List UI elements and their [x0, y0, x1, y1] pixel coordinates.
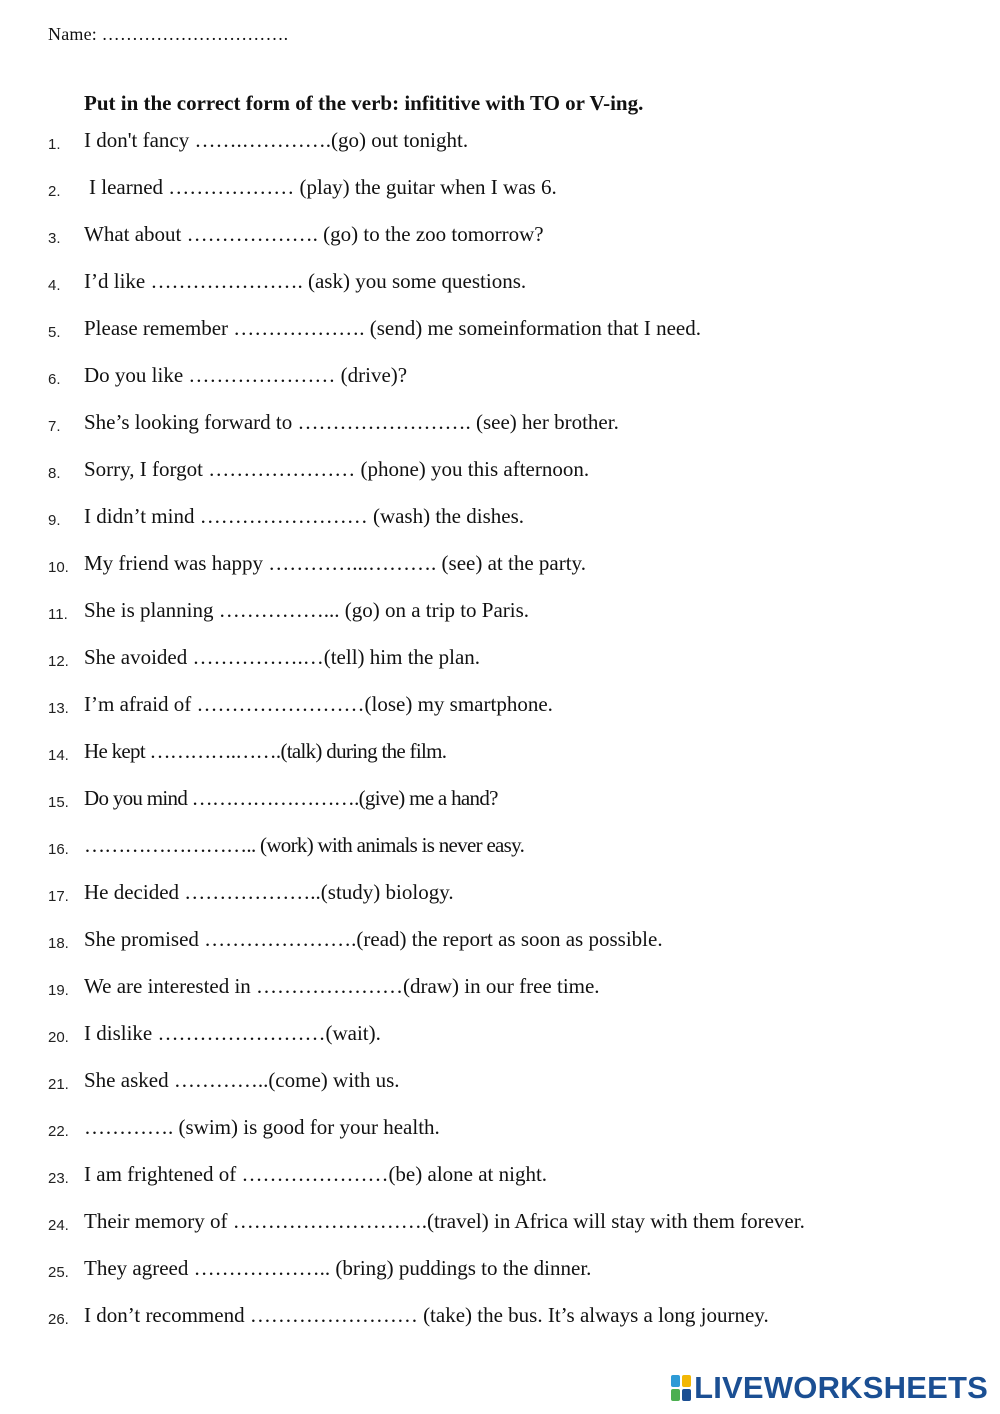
exercise-sentence: Do you mind …………………….(give) me a hand? — [84, 786, 498, 810]
exercise-item — [0, 974, 1000, 1004]
exercise-number: 5. — [48, 324, 61, 341]
exercise-number: 23. — [48, 1170, 69, 1187]
exercise-item — [0, 739, 1000, 769]
exercise-sentence: …………………….. (work) with animals is never easy. — [84, 833, 525, 857]
exercise-item — [0, 222, 1000, 252]
exercise-number: 6. — [48, 371, 61, 388]
exercise-sentence: She’s looking forward to ……………………. (see) her brother. — [84, 410, 619, 434]
exercise-sentence: I dislike ……………………(wait). — [84, 1021, 381, 1045]
exercise-number: 13. — [48, 700, 69, 717]
exercise-item — [0, 1115, 1000, 1145]
exercise-sentence: I’m afraid of ……………………(lose) my smartphone. — [84, 692, 553, 716]
exercise-sentence: What about ………………. (go) to the zoo tomorrow? — [84, 222, 544, 246]
exercise-item — [0, 504, 1000, 534]
exercise-item — [0, 457, 1000, 487]
exercise-sentence: We are interested in …………………(draw) in our free time. — [84, 974, 600, 998]
exercise-item — [0, 645, 1000, 675]
exercise-sentence: My friend was happy …………...………. (see) at the party. — [84, 551, 586, 575]
exercise-item — [0, 927, 1000, 957]
exercise-item — [0, 1021, 1000, 1051]
exercise-number: 15. — [48, 794, 69, 811]
exercise-number: 1. — [48, 136, 61, 153]
exercise-sentence: Do you like ………………… (drive)? — [84, 363, 408, 387]
exercise-number: 24. — [48, 1217, 69, 1234]
exercise-sentence: He kept ………….…….(talk) during the film. — [84, 739, 447, 763]
exercise-number: 17. — [48, 888, 69, 905]
exercise-sentence: He decided ………………..(study) biology. — [84, 880, 454, 904]
logo-square-4 — [682, 1389, 691, 1401]
exercise-item — [0, 1256, 1000, 1286]
exercise-number: 8. — [48, 465, 61, 482]
exercise-number: 10. — [48, 559, 69, 576]
exercise-item — [0, 598, 1000, 628]
exercise-number: 19. — [48, 982, 69, 999]
logo-square-3 — [671, 1389, 680, 1401]
exercise-number: 7. — [48, 418, 61, 435]
exercise-number: 4. — [48, 277, 61, 294]
exercise-sentence: Please remember ………………. (send) me someinformation that I need. — [84, 316, 701, 340]
exercise-item — [0, 410, 1000, 440]
exercise-item — [0, 1068, 1000, 1098]
exercise-item — [0, 175, 1000, 205]
liveworksheets-logo — [671, 1370, 988, 1406]
exercise-number: 2. — [48, 183, 61, 200]
exercise-item — [0, 786, 1000, 816]
exercise-item — [0, 1162, 1000, 1192]
exercise-item — [0, 692, 1000, 722]
exercise-sentence: She asked …………..(come) with us. — [84, 1068, 400, 1092]
exercise-number: 25. — [48, 1264, 69, 1281]
exercise-number: 20. — [48, 1029, 69, 1046]
exercise-number: 3. — [48, 230, 61, 247]
exercise-sentence: I learned ……………… (play) the guitar when I was 6. — [89, 175, 557, 199]
exercise-sentence: I don't fancy …….………….(go) out tonight. — [84, 128, 469, 152]
exercise-sentence: I am frightened of …………………(be) alone at night. — [84, 1162, 548, 1186]
exercise-item — [0, 269, 1000, 299]
exercise-number: 16. — [48, 841, 69, 858]
instructions-heading: Put in the correct form of the verb: infititive with TO or V-ing. — [84, 91, 644, 115]
exercise-sentence: I didn’t mind …………………… (wash) the dishes. — [84, 504, 524, 528]
name-field-label: Name: …………………………. — [48, 24, 289, 44]
exercise-item — [0, 880, 1000, 910]
exercise-item — [0, 551, 1000, 581]
exercise-sentence: I don’t recommend …………………… (take) the bus. It’s always a long journey. — [84, 1303, 769, 1327]
exercise-number: 14. — [48, 747, 69, 764]
liveworksheets-logo-text: LIVEWORKSHEETS — [694, 1370, 988, 1405]
exercise-number: 9. — [48, 512, 61, 529]
exercise-number: 26. — [48, 1311, 69, 1328]
logo-square-1 — [671, 1375, 680, 1387]
exercise-sentence: She avoided …………….…(tell) him the plan. — [84, 645, 481, 669]
exercise-item — [0, 128, 1000, 158]
exercise-item — [0, 833, 1000, 863]
exercise-sentence: Sorry, I forgot ………………… (phone) you this afternoon. — [84, 457, 590, 481]
exercise-number: 12. — [48, 653, 69, 670]
exercise-item — [0, 363, 1000, 393]
exercise-number: 18. — [48, 935, 69, 952]
exercise-item — [0, 316, 1000, 346]
exercise-sentence: She is planning ……………... (go) on a trip to Paris. — [84, 598, 530, 622]
exercise-sentence: They agreed ……………….. (bring) puddings to the dinner. — [84, 1256, 592, 1280]
exercise-number: 21. — [48, 1076, 69, 1093]
exercise-sentence: I’d like …………………. (ask) you some questions. — [84, 269, 527, 293]
exercise-number: 11. — [48, 606, 68, 623]
exercise-sentence: Their memory of ……………………….(travel) in Africa will stay with them forever. — [84, 1209, 805, 1233]
exercise-sentence: She promised ………………….(read) the report as soon as possible. — [84, 927, 663, 951]
exercise-item — [0, 1303, 1000, 1333]
exercise-item — [0, 1209, 1000, 1239]
exercise-number: 22. — [48, 1123, 69, 1140]
exercise-sentence: …………. (swim) is good for your health. — [84, 1115, 440, 1139]
liveworksheets-logo-icon — [671, 1375, 691, 1401]
logo-square-2 — [682, 1375, 691, 1387]
